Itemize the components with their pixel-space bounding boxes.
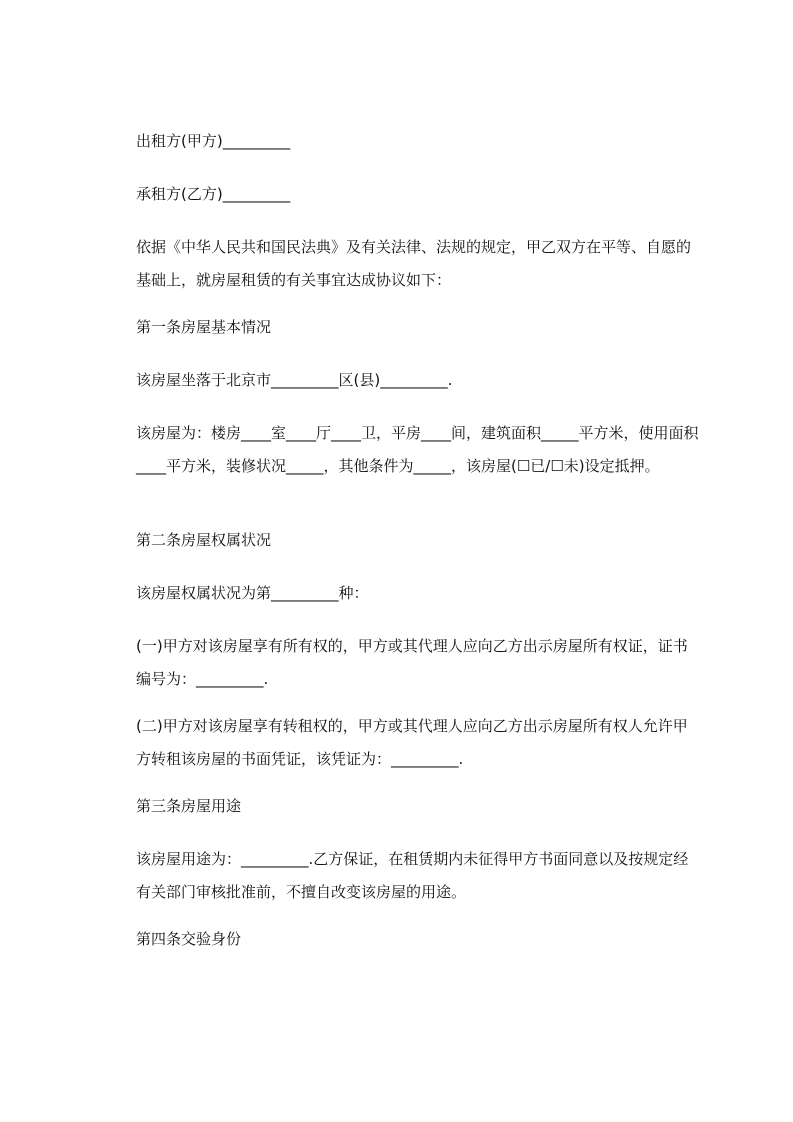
- article-2-item-2: (二)甲方对该房屋享有转租权的，甲方或其代理人应向乙方出示房屋所有权人允许甲方转租该房屋的书面凭证，该凭证为：_________.: [136, 717, 688, 768]
- article-3-body: 该房屋用途为：_________.乙方保证，在租赁期内未征得甲方书面同意以及按规定经有关部门审核批准前，不擅自改变该房屋的用途。: [136, 850, 689, 901]
- article-3-title: 第三条房屋用途: [136, 797, 242, 815]
- article-1-details: 该房屋为：楼房____室____厅____卫，平房____间，建筑面积_____平方米，使用面积____平方米，装修状况_____，其他条件为_____，该房屋(☐已/☐未)设定抵押。: [136, 424, 699, 475]
- article-2-type: 该房屋权属状况为第_________种：: [136, 584, 369, 602]
- article-1-location: 该房屋坐落于北京市_________区(县)_________.: [136, 371, 453, 389]
- lessor-line: 出租方(甲方)_________: [136, 132, 291, 150]
- article-2-title: 第二条房屋权属状况: [136, 531, 272, 549]
- article-1-title: 第一条房屋基本情况: [136, 318, 272, 336]
- article-2-item-1: (一)甲方对该房屋享有所有权的，甲方或其代理人应向乙方出示房屋所有权证，证书编号为：_________.: [136, 637, 688, 688]
- intro-paragraph: 依据《中华人民共和国民法典》及有关法律、法规的规定，甲乙双方在平等、自愿的基础上，就房屋租赁的有关事宜达成协议如下：: [136, 238, 692, 289]
- lessee-line: 承租方(乙方)_________: [136, 185, 291, 203]
- article-4-title: 第四条交验身份: [136, 930, 242, 948]
